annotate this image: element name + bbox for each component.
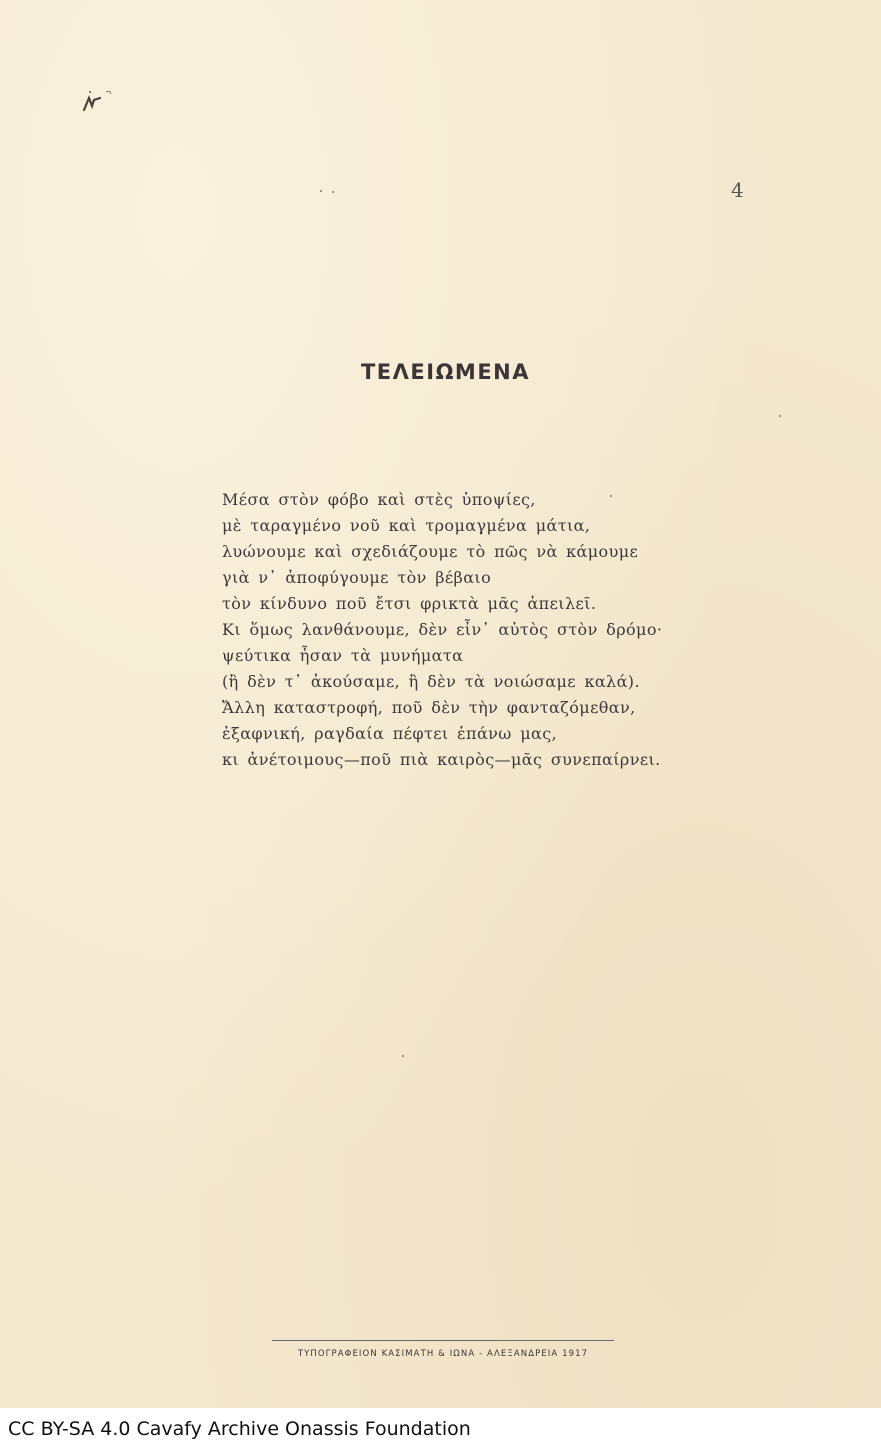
poem-line: λυώνουμε καὶ σχεδιάζουμε τὸ πῶς νὰ κάμουμε: [222, 542, 639, 561]
paper-speck: [320, 190, 322, 192]
paper-speck: [402, 1055, 404, 1057]
poem-line: μὲ ταραγμένο νοῦ καὶ τρομαγμένα μάτια,: [222, 516, 591, 535]
poem-line: Ἄλλη καταστροφή, ποῦ δὲν τὴν φανταζόμεθαν,: [222, 698, 636, 717]
poem-line: τὸν κίνδυνο ποῦ ἔτσι φρικτὰ μᾶς ἀπειλεῖ.: [222, 594, 597, 613]
page-number: 4: [731, 178, 744, 202]
poem-line: Μέσα στὸν φόβο καὶ στὲς ὑποψίες,: [222, 490, 536, 509]
poem-line: κι ἀνέτοιμους—ποῦ πιὰ καιρὸς—μᾶς συνεπαίρνει.: [222, 750, 661, 769]
paper-speck: [332, 191, 334, 193]
poem-line: ἐξαφνική, ραγδαία πέφτει ἐπάνω μας,: [222, 724, 558, 743]
poem-line: ψεύτικα ἦσαν τὰ μυνήματα: [222, 646, 464, 665]
printer-footer: ΤΥΠΟΓΡΑΦΕΙΟΝ ΚΑΣΙΜΑΤΗ & ΙΩΝΑ - ΑΛΕΞΑΝΔΡΕΙΑ 1917: [297, 1349, 589, 1359]
poem-line: γιὰ ν᾽ ἀποφύγουμε τὸν βέβαιο: [222, 568, 492, 587]
poem-line: Κι ὅμως λανθάνουμε, δὲν εἶν᾽ αὐτὸς στὸν δρόμο·: [222, 620, 663, 639]
poem-title: ΤΕΛΕΙΩΜΕΝΑ: [360, 360, 530, 384]
paper-speck: [779, 415, 781, 417]
pencil-mark: [80, 86, 120, 116]
poem-line: (ἢ δὲν τ᾽ ἀκούσαμε, ἢ δὲν τὰ νοιώσαμε καλά).: [222, 672, 640, 691]
archive-credit: CC BY-SA 4.0 Cavafy Archive Onassis Foundation: [8, 1418, 471, 1440]
poem-body: [222, 487, 742, 773]
footer-divider: [272, 1340, 614, 1341]
